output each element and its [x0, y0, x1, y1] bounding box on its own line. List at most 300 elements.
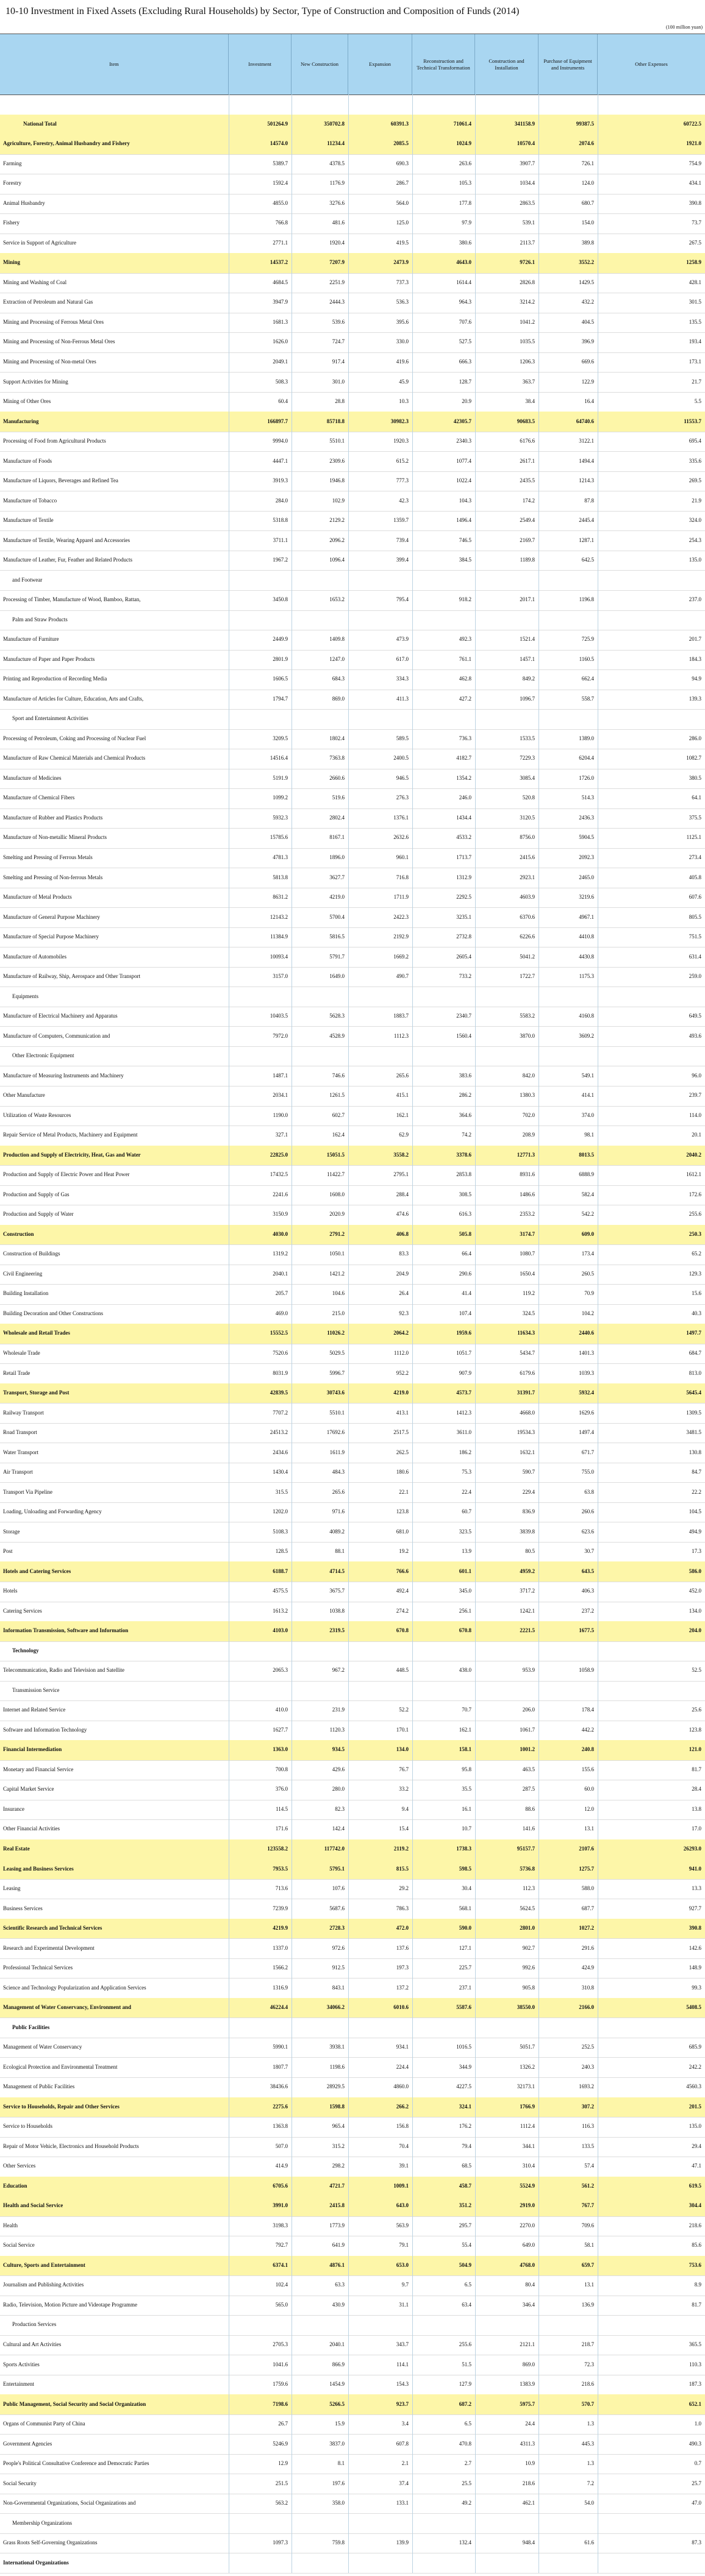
cell-other-expenses: 286.0: [689, 735, 701, 741]
row-label: Non-Governmental Organizations, Social Organizations and: [3, 2500, 136, 2506]
table-row: [0, 1800, 705, 1820]
cell-investment: 1099.2: [273, 794, 288, 801]
cell-expansion: 2119.2: [393, 1846, 409, 1852]
cell-reconstruction: 687.2: [459, 2400, 471, 2407]
cell-reconstruction: 1560.4: [456, 1032, 471, 1039]
table-row: [0, 1126, 705, 1146]
cell-purchase-equipment: 2092.3: [579, 854, 594, 860]
row-label: Mining and Processing of Non-metal Ores: [3, 359, 96, 365]
cell-investment: 7198.6: [273, 2400, 288, 2407]
cell-investment: 10093.4: [270, 953, 288, 960]
row-label: Business Services: [3, 1905, 43, 1911]
cell-purchase-equipment: 122.9: [581, 378, 594, 385]
cell-construction-installation: 462.1: [522, 2500, 535, 2506]
cell-reconstruction: 70.7: [462, 1707, 471, 1713]
cell-other-expenses: 184.3: [689, 655, 701, 662]
cell-purchase-equipment: 61.6: [584, 2539, 594, 2546]
row-label: Grass Roots Self-Governing Organizations: [3, 2539, 98, 2546]
cell-expansion: 1376.1: [393, 814, 409, 821]
row-label: Loading, Unloading and Forwarding Agency: [3, 1508, 102, 1515]
cell-expansion: 265.6: [396, 1072, 409, 1079]
table-row: [0, 610, 705, 630]
cell-expansion: 815.5: [396, 1865, 409, 1872]
cell-construction-installation: 6179.6: [520, 1369, 535, 1376]
cell-reconstruction: 162.1: [459, 1726, 471, 1733]
cell-expansion: 137.6: [396, 1944, 409, 1951]
table-row: [0, 2216, 705, 2236]
cell-new-construction: 1598.8: [329, 2103, 345, 2110]
table-row: [0, 551, 705, 571]
cell-new-construction: 30743.6: [326, 1390, 345, 1396]
cell-new-construction: 2415.8: [329, 2202, 345, 2209]
cell-new-construction: 3627.7: [329, 874, 345, 880]
cell-expansion: 406.8: [396, 1230, 409, 1237]
cell-construction-installation: 590.7: [522, 1469, 535, 1475]
cell-new-construction: 215.0: [332, 1310, 345, 1316]
row-label: Manufacturing: [3, 418, 39, 424]
cell-purchase-equipment: 396.9: [581, 338, 594, 345]
cell-investment: 1202.0: [273, 1508, 288, 1515]
cell-other-expenses: 64.1: [692, 794, 701, 801]
cell-construction-installation: 344.1: [522, 2143, 535, 2149]
table-row: [0, 1621, 705, 1641]
cell-new-construction: 934.5: [332, 1746, 345, 1753]
cell-purchase-equipment: 726.1: [581, 160, 594, 166]
cell-new-construction: 539.6: [332, 318, 345, 325]
cell-purchase-equipment: 549.1: [581, 1072, 594, 1079]
cell-expansion: 399.4: [396, 557, 409, 563]
cell-construction-installation: 3870.0: [520, 1032, 535, 1039]
row-label: Printing and Reproduction of Recording Media: [3, 676, 107, 682]
cell-new-construction: 917.4: [332, 359, 345, 365]
cell-purchase-equipment: 669.6: [581, 359, 594, 365]
table-row: [0, 2414, 705, 2435]
cell-new-construction: 28.8: [335, 398, 345, 405]
cell-reconstruction: 364.6: [459, 1111, 471, 1118]
table-row: [0, 1026, 705, 1046]
cell-construction-installation: 2169.7: [520, 537, 535, 543]
cell-construction-installation: 4668.0: [520, 1409, 535, 1416]
cell-other-expenses: 99.3: [692, 1984, 701, 1991]
cell-investment: 565.0: [275, 2301, 288, 2308]
cell-construction-installation: 141.6: [522, 1825, 535, 1832]
row-label: Mining: [3, 259, 21, 266]
row-label: Manufacture of Tobacco: [3, 497, 57, 504]
cell-investment: 4575.5: [273, 1588, 288, 1594]
cell-new-construction: 1176.9: [329, 180, 345, 187]
cell-expansion: 2632.6: [393, 834, 409, 841]
table-row: [0, 1066, 705, 1086]
cell-expansion: 419.5: [396, 239, 409, 246]
cell-purchase-equipment: 1175.3: [579, 973, 594, 980]
cell-expansion: 10.3: [399, 398, 409, 405]
cell-purchase-equipment: 561.2: [581, 2182, 594, 2189]
table-row: [0, 412, 705, 432]
cell-other-expenses: 85.6: [692, 2242, 701, 2249]
cell-investment: 22825.0: [270, 1151, 288, 1158]
cell-purchase-equipment: 680.7: [581, 199, 594, 206]
cell-construction-installation: 31391.7: [517, 1390, 535, 1396]
table-row: [0, 372, 705, 392]
cell-expansion: 786.3: [396, 1905, 409, 1911]
cell-purchase-equipment: 2440.6: [579, 1330, 594, 1336]
cell-other-expenses: 84.7: [692, 1469, 701, 1475]
row-label: Production and Supply of Gas: [3, 1191, 70, 1197]
cell-investment: 8631.2: [273, 894, 288, 901]
cell-other-expenses: 365.5: [689, 2341, 701, 2347]
cell-other-expenses: 390.8: [689, 199, 701, 206]
table-title: 10-10 Investment in Fixed Assets (Excluding Rural Households) by Sector, Type of Construction and Composition of Funds (2014): [5, 6, 520, 16]
cell-new-construction: 965.4: [332, 2123, 345, 2130]
cell-investment: 42839.5: [270, 1390, 288, 1396]
cell-other-expenses: 452.0: [689, 1588, 701, 1594]
cell-purchase-equipment: 2445.4: [579, 517, 594, 524]
cell-investment: 251.5: [275, 2480, 288, 2486]
table-row: [0, 2057, 705, 2077]
cell-expansion: 670.8: [396, 1627, 409, 1634]
cell-other-expenses: 685.9: [689, 2044, 701, 2050]
cell-reconstruction: 6.5: [464, 2421, 471, 2427]
cell-reconstruction: 2853.8: [456, 1171, 471, 1178]
cell-other-expenses: 753.6: [689, 2261, 701, 2268]
cell-reconstruction: 3235.1: [456, 913, 471, 920]
cell-construction-installation: 346.4: [522, 2301, 535, 2308]
cell-construction-installation: 80.5: [525, 1548, 535, 1555]
cell-purchase-equipment: 1629.6: [579, 1409, 594, 1416]
cell-reconstruction: 438.0: [459, 1667, 471, 1674]
cell-expansion: 492.4: [396, 1588, 409, 1594]
cell-purchase-equipment: 2107.6: [579, 1846, 594, 1852]
cell-purchase-equipment: 558.7: [581, 695, 594, 702]
cell-purchase-equipment: 588.0: [581, 1885, 594, 1892]
cell-new-construction: 2791.2: [329, 1230, 345, 1237]
table-row: [0, 2157, 705, 2177]
cell-investment: 8031.9: [273, 1369, 288, 1376]
cell-investment: 5246.9: [273, 2440, 288, 2447]
cell-investment: 6374.1: [273, 2261, 288, 2268]
table-row: [0, 1324, 705, 1344]
cell-construction-installation: 2801.0: [520, 1925, 535, 1932]
cell-reconstruction: 344.9: [459, 2063, 471, 2070]
cell-purchase-equipment: 58.1: [584, 2242, 594, 2249]
cell-investment: 17432.5: [270, 1171, 288, 1178]
cell-new-construction: 117742.0: [324, 1846, 345, 1852]
cell-reconstruction: 324.1: [459, 2103, 471, 2110]
cell-purchase-equipment: 60.0: [584, 1786, 594, 1793]
cell-reconstruction: 66.4: [462, 1251, 471, 1257]
cell-purchase-equipment: 13.1: [584, 2282, 594, 2288]
cell-other-expenses: 631.4: [689, 953, 701, 960]
cell-other-expenses: 927.7: [689, 1905, 701, 1911]
cell-investment: 11384.9: [270, 933, 288, 940]
cell-purchase-equipment: 755.0: [581, 1469, 594, 1475]
cell-purchase-equipment: 12.0: [584, 1805, 594, 1812]
cell-investment: 7239.9: [273, 1905, 288, 1911]
table-row: [0, 1146, 705, 1166]
cell-construction-installation: 2919.0: [520, 2202, 535, 2209]
row-label: Catering Services: [3, 1607, 42, 1614]
cell-construction-installation: 5624.5: [520, 1905, 535, 1911]
cell-construction-installation: 3120.5: [520, 814, 535, 821]
cell-construction-installation: 9726.1: [520, 259, 535, 266]
cell-reconstruction: 127.1: [459, 1944, 471, 1951]
cell-reconstruction: 4643.0: [456, 259, 471, 266]
cell-other-expenses: 1497.7: [686, 1330, 701, 1336]
cell-purchase-equipment: 237.2: [581, 1607, 594, 1614]
cell-other-expenses: 25.7: [692, 2480, 701, 2486]
cell-purchase-equipment: 307.2: [581, 2103, 594, 2110]
cell-new-construction: 4219.0: [329, 894, 345, 901]
cell-new-construction: 5791.7: [329, 953, 345, 960]
cell-investment: 2275.6: [273, 2103, 288, 2110]
cell-new-construction: 971.6: [332, 1508, 345, 1515]
cell-reconstruction: 49.2: [462, 2500, 471, 2506]
cell-expansion: 330.0: [396, 338, 409, 345]
cell-investment: 166897.7: [267, 418, 288, 424]
cell-other-expenses: 267.5: [689, 239, 701, 246]
cell-reconstruction: 384.5: [459, 557, 471, 563]
row-label: Public Management, Social Security and Social Organization: [3, 2400, 146, 2407]
cell-other-expenses: 607.6: [689, 894, 701, 901]
cell-construction-installation: 287.5: [522, 1786, 535, 1793]
cell-reconstruction: 16.1: [462, 1805, 471, 1812]
table-row: [0, 2236, 705, 2256]
cell-other-expenses: 60722.5: [683, 120, 701, 127]
cell-expansion: 125.0: [396, 219, 409, 226]
cell-new-construction: 2020.9: [329, 1211, 345, 1218]
row-label: Technology: [12, 1647, 39, 1654]
cell-purchase-equipment: 87.8: [584, 497, 594, 504]
cell-reconstruction: 295.7: [459, 2222, 471, 2228]
row-label: Ecological Protection and Environmental Treatment: [3, 2063, 118, 2070]
cell-construction-installation: 5524.9: [520, 2182, 535, 2189]
table-row: [0, 115, 705, 135]
cell-new-construction: 5687.6: [329, 1905, 345, 1911]
cell-construction-installation: 1326.2: [520, 2063, 535, 2070]
cell-construction-installation: 38.4: [525, 398, 535, 405]
cell-investment: 4855.0: [273, 199, 288, 206]
cell-investment: 1794.7: [273, 695, 288, 702]
cell-new-construction: 107.6: [332, 1885, 345, 1892]
cell-construction-installation: 7229.3: [520, 755, 535, 762]
cell-expansion: 4219.0: [393, 1390, 409, 1396]
cell-reconstruction: 1354.2: [456, 774, 471, 781]
cell-investment: 3450.8: [273, 596, 288, 603]
cell-construction-installation: 649.0: [522, 2242, 535, 2249]
cell-investment: 3157.0: [273, 973, 288, 980]
cell-other-expenses: 255.6: [689, 1211, 701, 1218]
cell-purchase-equipment: 2436.3: [579, 814, 594, 821]
cell-other-expenses: 259.0: [689, 973, 701, 980]
cell-construction-installation: 95157.7: [517, 1846, 535, 1852]
table-row: [0, 709, 705, 729]
cell-purchase-equipment: 406.3: [581, 1588, 594, 1594]
cell-purchase-equipment: 442.2: [581, 1726, 594, 1733]
cell-new-construction: 1920.4: [329, 239, 345, 246]
cell-purchase-equipment: 13.1: [584, 1825, 594, 1832]
cell-construction-installation: 1242.1: [520, 1607, 535, 1614]
cell-new-construction: 1773.9: [329, 2222, 345, 2228]
cell-other-expenses: 390.8: [689, 1925, 701, 1932]
cell-new-construction: 11026.2: [327, 1330, 345, 1336]
cell-other-expenses: 218.6: [689, 2222, 701, 2228]
cell-other-expenses: 684.7: [689, 1350, 701, 1356]
cell-reconstruction: 13.9: [462, 1548, 471, 1555]
cell-construction-installation: 363.7: [522, 378, 535, 385]
row-label: Insurance: [3, 1805, 24, 1812]
cell-expansion: 60391.3: [390, 120, 409, 127]
row-label: Sports Activities: [3, 2361, 40, 2367]
table-row: [0, 1463, 705, 1483]
cell-purchase-equipment: 582.4: [581, 1191, 594, 1197]
row-label: Mining of Other Ores: [3, 398, 51, 405]
cell-new-construction: 967.2: [332, 1667, 345, 1674]
table-row: [0, 1205, 705, 1225]
cell-reconstruction: 323.5: [459, 1528, 471, 1535]
row-label: Membership Organizations: [12, 2519, 73, 2526]
cell-reconstruction: 598.5: [459, 1865, 471, 1872]
cell-purchase-equipment: 1693.2: [579, 2083, 594, 2090]
cell-purchase-equipment: 178.4: [581, 1707, 594, 1713]
table-row: [0, 1522, 705, 1542]
cell-new-construction: 1409.8: [329, 636, 345, 643]
row-label: Equipments: [12, 993, 38, 999]
cell-reconstruction: 1959.6: [456, 1330, 471, 1336]
row-label: Production Services: [12, 2321, 57, 2328]
cell-other-expenses: 15.6: [692, 1290, 701, 1297]
cell-expansion: 19.2: [399, 1548, 409, 1555]
row-label: Retail Trade: [3, 1369, 30, 1376]
cell-investment: 3150.9: [273, 1211, 288, 1218]
cell-construction-installation: 341158.9: [514, 120, 535, 127]
cell-investment: 12143.2: [270, 913, 288, 920]
table-row: [0, 392, 705, 412]
cell-new-construction: 4876.1: [329, 2261, 345, 2268]
cell-other-expenses: 20.1: [692, 1132, 701, 1138]
cell-new-construction: 280.0: [332, 1786, 345, 1793]
cell-reconstruction: 670.8: [459, 1627, 471, 1634]
cell-reconstruction: 256.1: [459, 1607, 471, 1614]
cell-investment: 1097.3: [273, 2539, 288, 2546]
cell-investment: 2449.9: [273, 636, 288, 643]
cell-new-construction: 197.6: [332, 2480, 345, 2486]
cell-investment: 1363.8: [273, 2123, 288, 2130]
cell-construction-installation: 119.2: [523, 1290, 535, 1297]
row-label: Production and Supply of Water: [3, 1211, 74, 1218]
cell-expansion: 45.9: [399, 378, 409, 385]
table-row: [0, 570, 705, 590]
cell-purchase-equipment: 72.3: [584, 2361, 594, 2367]
row-label: Real Estate: [3, 1846, 30, 1852]
cell-construction-installation: 869.0: [522, 2361, 535, 2367]
cell-expansion: 564.0: [396, 199, 409, 206]
cell-purchase-equipment: 1429.5: [579, 279, 594, 285]
cell-expansion: 419.6: [396, 359, 409, 365]
table-row: [0, 313, 705, 333]
column-divider: [412, 95, 413, 2573]
cell-expansion: 4860.0: [393, 2083, 409, 2090]
header-other-expenses: [598, 34, 705, 95]
cell-new-construction: 5628.3: [329, 1013, 345, 1019]
table-row: [0, 1661, 705, 1681]
cell-reconstruction: 1077.4: [456, 457, 471, 464]
cell-construction-installation: 1001.2: [520, 1746, 535, 1753]
table-row: [0, 2494, 705, 2514]
cell-purchase-equipment: 104.2: [581, 1310, 594, 1316]
row-label: Processing of Petroleum, Coking and Processing of Nuclear Fuel: [3, 735, 146, 741]
cell-construction-installation: 218.6: [522, 2480, 535, 2486]
cell-expansion: 563.9: [396, 2222, 409, 2228]
row-label: Construction of Buildings: [3, 1251, 60, 1257]
cell-construction-installation: 2113.7: [520, 239, 535, 246]
cell-new-construction: 358.0: [332, 2500, 345, 2506]
cell-reconstruction: 10.7: [462, 1825, 471, 1832]
table-row: [0, 1423, 705, 1443]
cell-investment: 4447.1: [273, 457, 288, 464]
cell-expansion: 3.4: [401, 2421, 409, 2427]
cell-other-expenses: 17.3: [692, 1548, 701, 1555]
row-label: Social Security: [3, 2480, 37, 2486]
cell-reconstruction: 1614.4: [456, 279, 471, 285]
cell-other-expenses: 490.3: [689, 2440, 701, 2447]
cell-purchase-equipment: 643.5: [581, 1568, 594, 1574]
cell-other-expenses: 17.0: [692, 1825, 701, 1832]
table-row: [0, 1859, 705, 1879]
cell-other-expenses: 11553.7: [684, 418, 701, 424]
cell-new-construction: 2096.2: [329, 537, 345, 543]
row-label: Education: [3, 2182, 27, 2189]
cell-expansion: 766.6: [396, 1568, 409, 1574]
cell-purchase-equipment: 240.3: [581, 2063, 594, 2070]
cell-expansion: 2.1: [401, 2460, 409, 2467]
table-row: [0, 1919, 705, 1939]
cell-expansion: 274.2: [396, 1607, 409, 1614]
row-label: Transport, Storage and Post: [3, 1390, 70, 1396]
cell-expansion: 30982.3: [390, 418, 409, 424]
cell-expansion: 1711.9: [393, 894, 409, 901]
cell-reconstruction: 186.2: [459, 1449, 471, 1455]
header-reconstruction: [412, 34, 475, 95]
table-row: [0, 1839, 705, 1860]
cell-construction-installation: 4603.9: [520, 894, 535, 901]
cell-reconstruction: 308.5: [459, 1191, 471, 1197]
table-row: [0, 1681, 705, 1701]
cell-purchase-equipment: 260.5: [581, 1270, 594, 1277]
cell-new-construction: 82.3: [335, 1805, 345, 1812]
cell-other-expenses: 201.5: [689, 2103, 701, 2110]
cell-other-expenses: 405.8: [689, 874, 701, 880]
cell-new-construction: 1120.3: [329, 1726, 345, 1733]
table-row: [0, 1542, 705, 1562]
unit-label: (100 million yuan): [666, 24, 703, 30]
cell-investment: 792.7: [275, 2242, 288, 2249]
cell-investment: 102.4: [275, 2282, 288, 2288]
cell-other-expenses: 81.7: [692, 1766, 701, 1772]
cell-new-construction: 684.3: [332, 676, 345, 682]
cell-construction-installation: 4311.3: [520, 2440, 535, 2447]
cell-other-expenses: 304.4: [689, 2202, 701, 2209]
cell-reconstruction: 3611.0: [456, 1429, 471, 1436]
cell-other-expenses: 13.3: [692, 1885, 701, 1892]
cell-new-construction: 1421.2: [329, 1270, 345, 1277]
table-row: [0, 2355, 705, 2375]
cell-other-expenses: 1082.7: [686, 755, 701, 762]
table-row: [0, 848, 705, 868]
table-row: [0, 1284, 705, 1304]
cell-other-expenses: 813.0: [689, 1369, 701, 1376]
cell-purchase-equipment: 5932.4: [579, 1390, 594, 1396]
cell-other-expenses: 8.9: [694, 2282, 701, 2288]
